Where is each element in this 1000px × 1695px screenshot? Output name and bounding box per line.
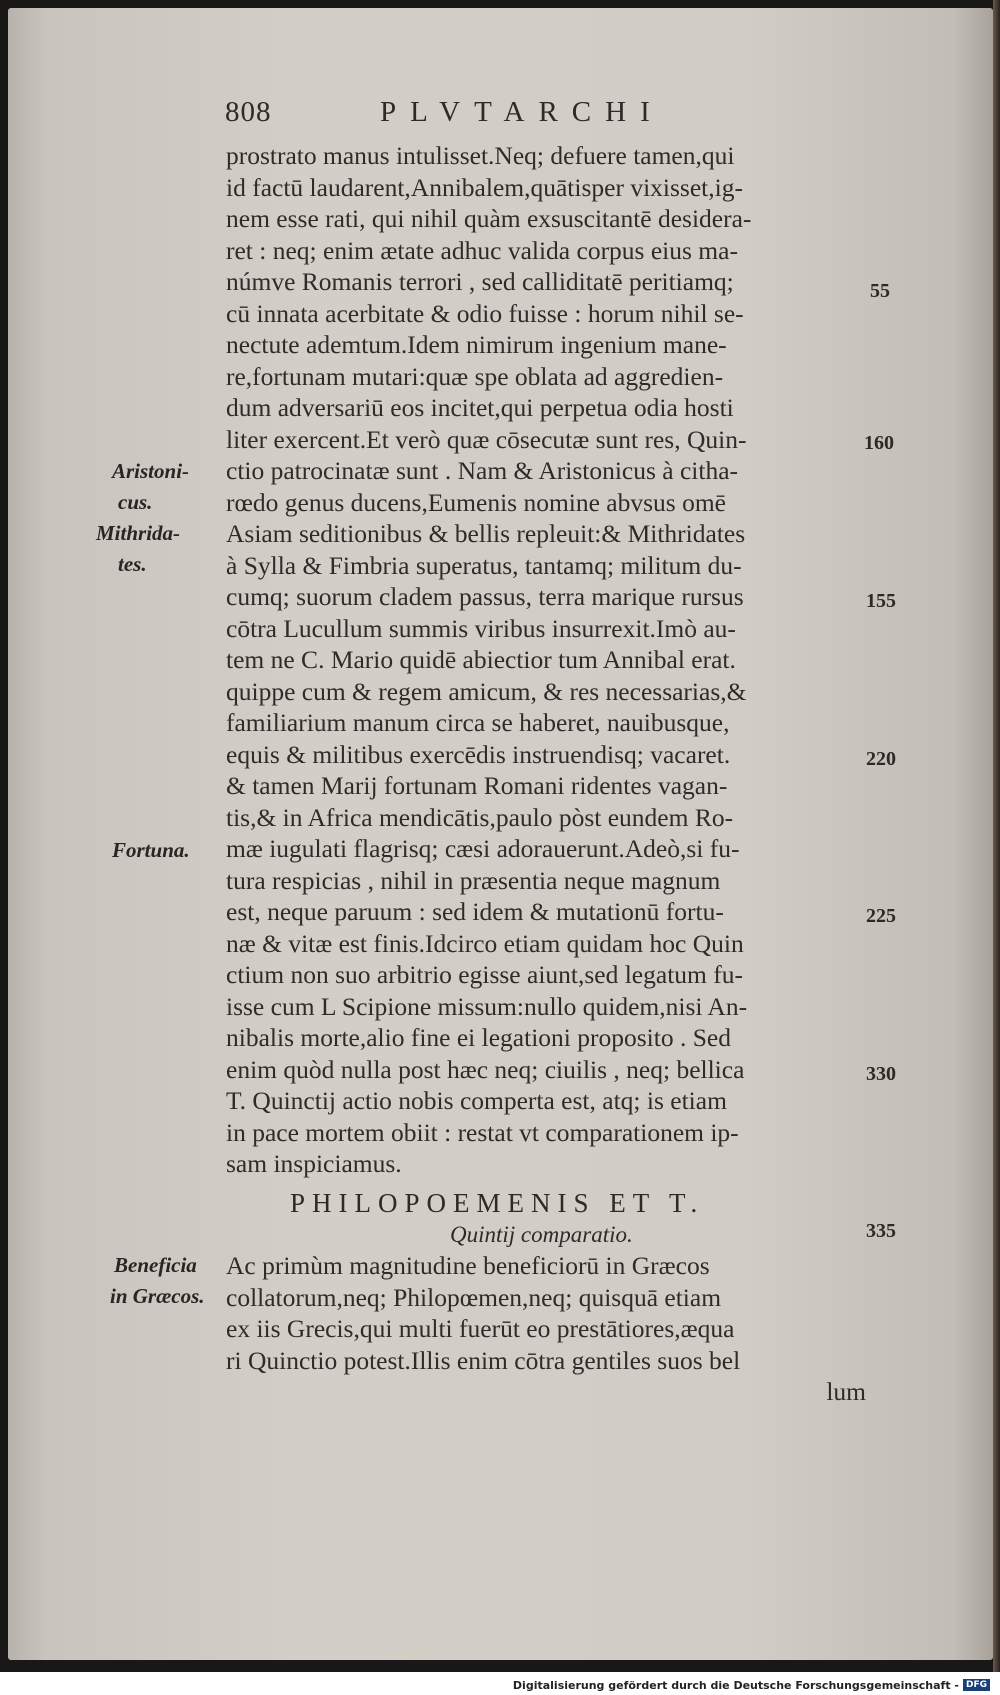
text-line: isse cum L Scipione missum:nullo quidem,nisi An- bbox=[226, 991, 748, 1021]
line-number: 335 bbox=[866, 1220, 896, 1242]
digitization-footer bbox=[513, 1676, 990, 1694]
text-line: tura respicias , nihil in præsentia neque magnum bbox=[226, 865, 721, 895]
footer-text: Digitalisierung gefördert durch die Deutsche Forschungsgemeinschaft - bbox=[512, 1678, 959, 1692]
line-number: 225 bbox=[866, 905, 896, 927]
section-title: PHILOPOEMENIS ET T. bbox=[290, 1188, 705, 1218]
text-line: tis,& in Africa mendicātis,paulo pòst eundem Ro- bbox=[226, 802, 734, 832]
text-line: nem esse rati, qui nihil quàm exsuscitantē desidera- bbox=[226, 204, 752, 233]
page-edge bbox=[993, 0, 1000, 1672]
line-number: 220 bbox=[866, 748, 896, 770]
text-line: Ac primùm magnitudine beneficiorū in Græcos bbox=[226, 1251, 710, 1280]
text-line: equis & militibus exercēdis instruendisq; vacaret. bbox=[226, 739, 731, 769]
main-text-block bbox=[226, 140, 866, 1180]
line-number: 155 bbox=[866, 590, 896, 612]
text-line: ctio patrocinatæ sunt . Nam & Aristonicus à citha- bbox=[226, 456, 739, 485]
catchword: lum bbox=[826, 1377, 866, 1406]
text-line: & tamen Marij fortunam Romani ridentes vagan- bbox=[226, 771, 728, 800]
text-line: nibalis morte,alio fine ei legationi proposito . Sed bbox=[226, 1023, 731, 1052]
page-number: 808 bbox=[225, 96, 272, 128]
margin-note-fortuna: Fortuna. bbox=[112, 838, 190, 862]
page-header bbox=[225, 96, 925, 136]
text-line: re,fortunam mutari:quæ spe oblata ad aggredien- bbox=[226, 361, 724, 391]
text-line: næ & vitæ est finis.Idcirco etiam quidam hoc Quin bbox=[226, 928, 744, 958]
text-line: id factū laudarent,Annibalem,quātisper vixisset,ig- bbox=[226, 172, 743, 202]
text-line: à Sylla & Fimbria superatus, tantamq; militum du- bbox=[226, 550, 742, 580]
text-line: prostrato manus intulisset.Neq; defuere tamen,qui bbox=[226, 141, 735, 170]
text-line: númve Romanis terrori , sed calliditatē peritiamq; bbox=[226, 267, 734, 296]
text-line: cōtra Lucullum summis viribus insurrexit.Imò au- bbox=[226, 613, 736, 643]
margin-note-mithridates bbox=[96, 518, 180, 580]
text-line: cū innata acerbitate & odio fuisse : horum nihil se- bbox=[226, 298, 744, 328]
text-line: in pace mortem obiit : restat vt comparationem ip- bbox=[226, 1117, 739, 1147]
margin-note-line: Beneficia bbox=[114, 1253, 197, 1277]
text-line: quippe cum & regem amicum, & res necessarias,& bbox=[226, 676, 747, 706]
margin-note-aristonicus bbox=[112, 456, 189, 518]
text-line: ex iis Grecis,qui multi fuerūt eo prestātiores,æqua bbox=[226, 1314, 735, 1343]
margin-note-line: in Græcos. bbox=[110, 1284, 205, 1308]
text-line: cumq; suorum cladem passus, terra marique rursus bbox=[226, 582, 744, 611]
line-number: 330 bbox=[866, 1063, 896, 1085]
text-line: ret : neq; enim ætate adhuc valida corpus eius ma- bbox=[226, 235, 738, 265]
text-line: dum adversariū eos incitet,qui perpetua odia hosti bbox=[226, 393, 734, 422]
margin-note-beneficia bbox=[110, 1250, 205, 1312]
text-line: T. Quinctij actio nobis comperta est, atq; is etiam bbox=[226, 1086, 727, 1115]
text-line: familiarium manum circa se haberet, nauibusque, bbox=[226, 708, 730, 737]
running-title: PLVTARCHI bbox=[380, 96, 664, 128]
dfg-logo: DFG bbox=[963, 1679, 990, 1691]
text-line: tem ne C. Mario quidē abiectior tum Annibal erat. bbox=[226, 645, 736, 674]
text-line: nectute ademtum.Idem nimirum ingenium mane- bbox=[226, 330, 727, 359]
margin-note-line: tes. bbox=[118, 552, 147, 576]
text-line: liter exercent.Et verò quæ cōsecutæ sunt res, Quin- bbox=[226, 424, 747, 454]
text-line: sam inspiciamus. bbox=[226, 1149, 402, 1178]
margin-note-line: Mithrida- bbox=[96, 521, 181, 545]
section-text-block bbox=[226, 1250, 866, 1408]
text-line: collatorum,neq; Philopœmen,neq; quisquā etiam bbox=[226, 1282, 722, 1312]
margin-note-line: cus. bbox=[118, 490, 153, 514]
line-number: 55 bbox=[870, 280, 890, 302]
text-line: Asiam seditionibus & bellis repleuit:& Mithridates bbox=[226, 519, 746, 548]
text-line: ctium non suo arbitrio egisse aiunt,sed legatum fu- bbox=[226, 960, 743, 989]
text-line: enim quòd nulla post hæc neq; ciuilis , neq; bellica bbox=[226, 1054, 745, 1084]
section-subtitle: Quintij comparatio. bbox=[450, 1222, 633, 1247]
text-line: est, neque paruum : sed idem & mutationū fortu- bbox=[226, 897, 724, 926]
margin-note-line: Aristoni- bbox=[112, 459, 190, 483]
text-line: mæ iugulati flagrisq; cæsi adorauerunt.Adeò,si fu- bbox=[226, 834, 740, 863]
text-line: rœdo genus ducens,Eumenis nomine abvsus omē bbox=[226, 487, 727, 517]
text-line: ri Quinctio potest.Illis enim cōtra gentiles suos bel bbox=[226, 1345, 741, 1375]
line-number: 160 bbox=[864, 432, 894, 454]
